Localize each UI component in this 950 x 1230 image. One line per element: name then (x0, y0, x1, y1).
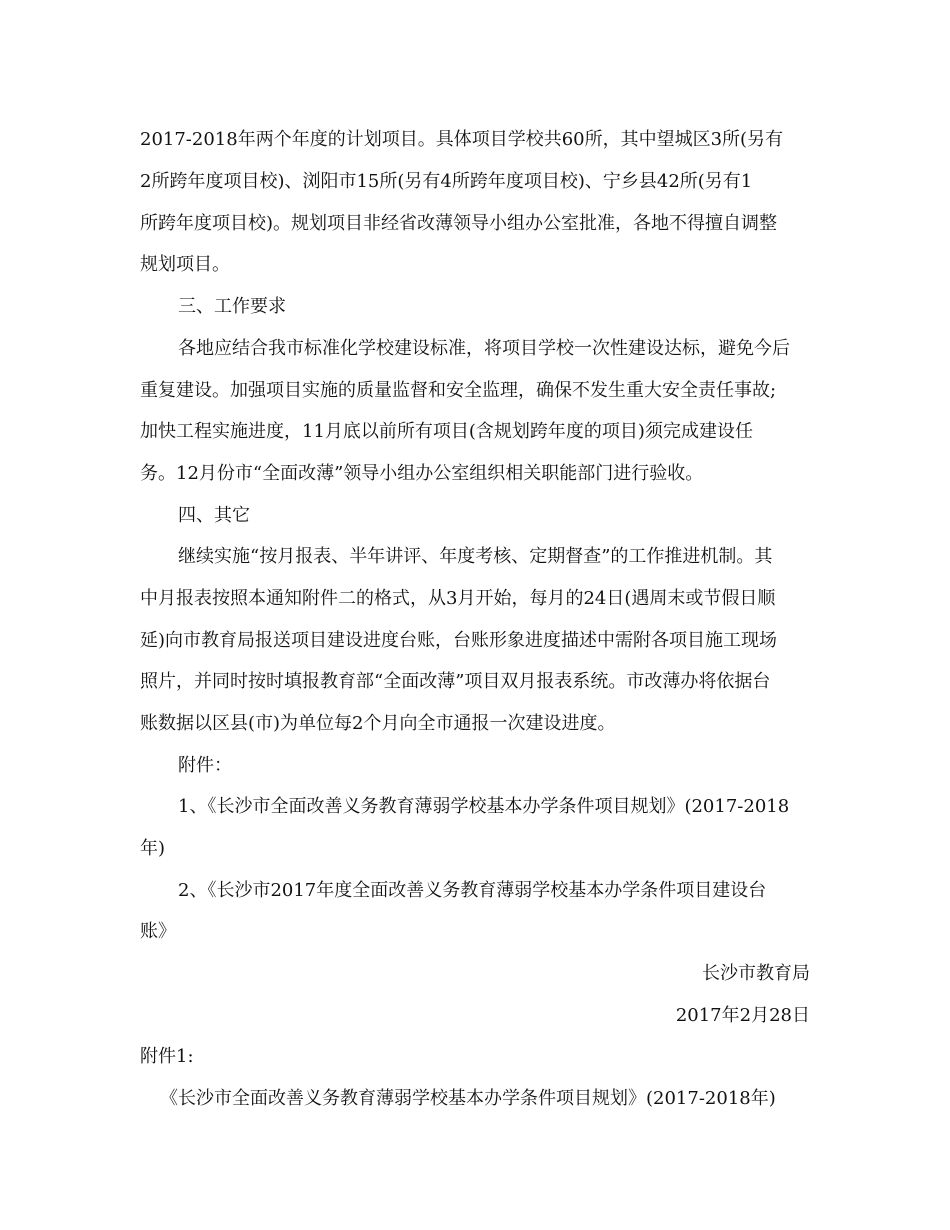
body-line: 2017-2018年两个年度的计划项目。具体项目学校共60所，其中望城区3所(另有 (140, 129, 784, 150)
signature-date: 2017年2月28日 (675, 1005, 810, 1026)
body-line: 各地应结合我市标准化学校建设标准，将项目学校一次性建设达标，避免今后 (178, 338, 790, 359)
attachment-item-1: 1、《长沙市全面改善义务教育薄弱学校基本办学条件项目规划》(2017-2018 (178, 796, 790, 817)
attachment-item-2: 2、《长沙市2017年度全面改善义务教育薄弱学校基本办学条件项目建设台 (178, 880, 767, 901)
body-line: 务。12月份市“全面改薄”领导小组办公室组织相关职能部门进行验收。 (140, 463, 704, 484)
body-line: 延)向市教育局报送项目建设进度台账，台账形象进度描述中需附各项目施工现场 (140, 630, 778, 651)
body-line: 账数据以区县(市)为单位每2个月向全市通报一次建设进度。 (140, 713, 616, 734)
body-line: 所跨年度项目校)。规划项目非经省改薄领导小组办公室批准，各地不得擅自调整 (140, 213, 778, 234)
appendix-label: 附件1: (140, 1046, 194, 1067)
attachment-item-1-cont: 年) (140, 838, 166, 859)
body-line: 继续实施“按月报表、半年讲评、年度考核、定期督查”的工作推进机制。其 (178, 546, 773, 567)
body-line: 重复建设。加强项目实施的质量监督和安全监理，确保不发生重大安全责任事故; (140, 380, 777, 401)
attachment-item-2-cont: 账》 (140, 921, 176, 942)
body-line: 加快工程实施进度，11月底以前所有项目(含规划跨年度的项目)须完成建设任 (140, 421, 753, 442)
body-line: 中月报表按照本通知附件二的格式，从3月开始，每月的24日(遇周末或节假日顺 (140, 588, 776, 609)
attachments-label: 附件： (178, 755, 232, 776)
section-heading-other: 四、其它 (178, 505, 250, 526)
body-line: 照片，并同时按时填报教育部“全面改薄”项目双月报表系统。市改薄办将依据台 (140, 671, 771, 692)
signature-organization: 长沙市教育局 (702, 963, 810, 984)
section-heading-work-requirements: 三、工作要求 (178, 296, 286, 317)
body-line: 2所跨年度项目校)、浏阳市15所(另有4所跨年度项目校)、宁乡县42所(另有1 (140, 171, 753, 192)
body-line: 规划项目。 (140, 254, 230, 275)
appendix-title: 《长沙市全面改善义务教育薄弱学校基本办学条件项目规划》(2017-2018年) (160, 1088, 776, 1109)
